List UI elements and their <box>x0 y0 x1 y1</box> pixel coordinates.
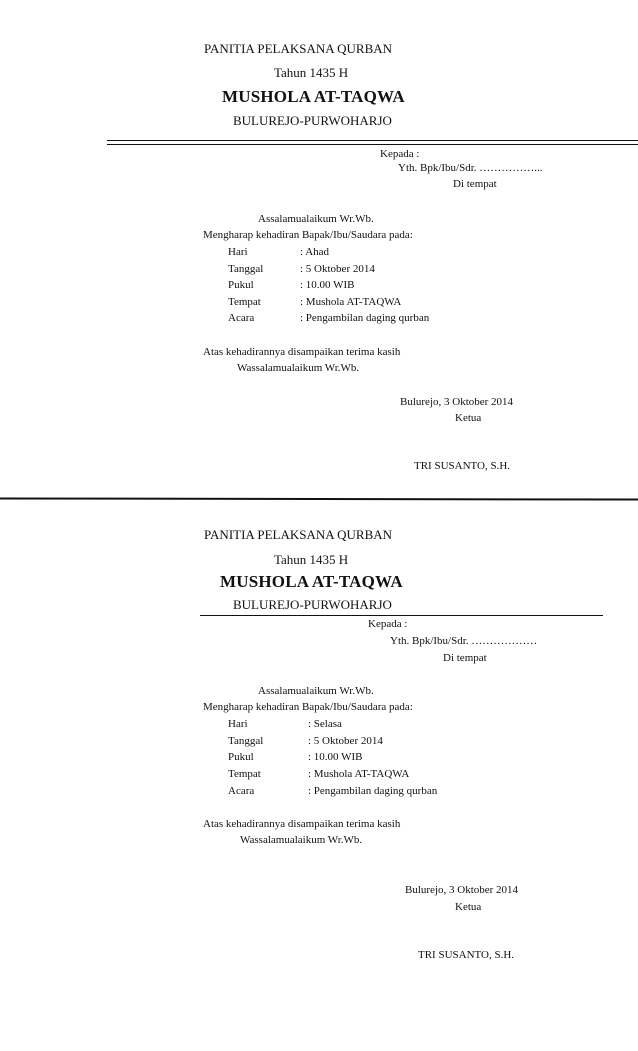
place-date: Bulurejo, 3 Oktober 2014 <box>405 884 519 896</box>
greeting: Assalamualaikum Wr.Wb. <box>258 213 374 225</box>
detail-label: Tempat <box>228 768 261 780</box>
committee-title: PANITIA PELAKSANA QURBAN <box>204 41 393 56</box>
closing-thanks: Atas kehadirannya disampaikan terima kasih <box>203 346 401 358</box>
location-line: BULUREJO-PURWOHARJO <box>233 113 392 128</box>
di-tempat: Di tempat <box>443 652 487 664</box>
invitation-intro: Mengharap kehadiran Bapak/Ibu/Saudara pada: <box>203 701 413 713</box>
recipient-line: Yth. Bpk/Ibu/Sdr. ……………… <box>390 635 538 647</box>
detail-label: Pukul <box>228 279 254 291</box>
header-rule-top <box>107 140 638 141</box>
detail-label: Hari <box>228 718 248 730</box>
detail-value: : Selasa <box>308 718 342 730</box>
year-line: Tahun 1435 H <box>274 552 349 567</box>
greeting: Assalamualaikum Wr.Wb. <box>258 685 374 697</box>
detail-value: : Mushola AT-TAQWA <box>300 296 402 308</box>
di-tempat: Di tempat <box>453 178 497 190</box>
detail-label: Acara <box>228 312 255 324</box>
header-rule-bottom <box>107 144 638 145</box>
location-line: BULUREJO-PURWOHARJO <box>233 597 392 612</box>
detail-value: : 5 Oktober 2014 <box>308 735 383 747</box>
closing-salam: Wassalamualaikum Wr.Wb. <box>237 362 360 374</box>
signer-role: Ketua <box>455 412 482 424</box>
recipient-line: Yth. Bpk/Ibu/Sdr. ……………... <box>398 162 543 174</box>
place-date: Bulurejo, 3 Oktober 2014 <box>400 396 514 408</box>
detail-value: : 10.00 WIB <box>300 279 355 291</box>
kepada-label: Kepada : <box>368 618 408 630</box>
detail-label: Tanggal <box>228 263 264 275</box>
detail-label: Tempat <box>228 296 261 308</box>
closing-salam: Wassalamualaikum Wr.Wb. <box>240 834 363 846</box>
invitation-intro: Mengharap kehadiran Bapak/Ibu/Saudara pada: <box>203 229 413 241</box>
detail-value: : Mushola AT-TAQWA <box>308 768 410 780</box>
detail-value: : 10.00 WIB <box>308 751 363 763</box>
kepada-label: Kepada : <box>380 148 420 160</box>
signer-name: TRI SUSANTO, S.H. <box>414 460 511 472</box>
detail-value: : 5 Oktober 2014 <box>300 263 375 275</box>
detail-label: Acara <box>228 785 255 797</box>
committee-title: PANITIA PELAKSANA QURBAN <box>204 527 393 542</box>
year-line: Tahun 1435 H <box>274 65 349 80</box>
detail-value: : Pengambilan daging qurban <box>308 785 438 797</box>
mosque-name: MUSHOLA AT-TAQWA <box>222 87 405 106</box>
detail-value: : Pengambilan daging qurban <box>300 312 430 324</box>
closing-thanks: Atas kehadirannya disampaikan terima kasih <box>203 818 401 830</box>
detail-value: : Ahad <box>300 246 330 258</box>
page-separator <box>0 497 638 500</box>
mosque-name: MUSHOLA AT-TAQWA <box>220 572 403 591</box>
signer-role: Ketua <box>455 901 482 913</box>
detail-label: Hari <box>228 246 248 258</box>
header-rule <box>200 615 603 616</box>
detail-label: Pukul <box>228 751 254 763</box>
signer-name: TRI SUSANTO, S.H. <box>418 949 515 961</box>
detail-label: Tanggal <box>228 735 264 747</box>
